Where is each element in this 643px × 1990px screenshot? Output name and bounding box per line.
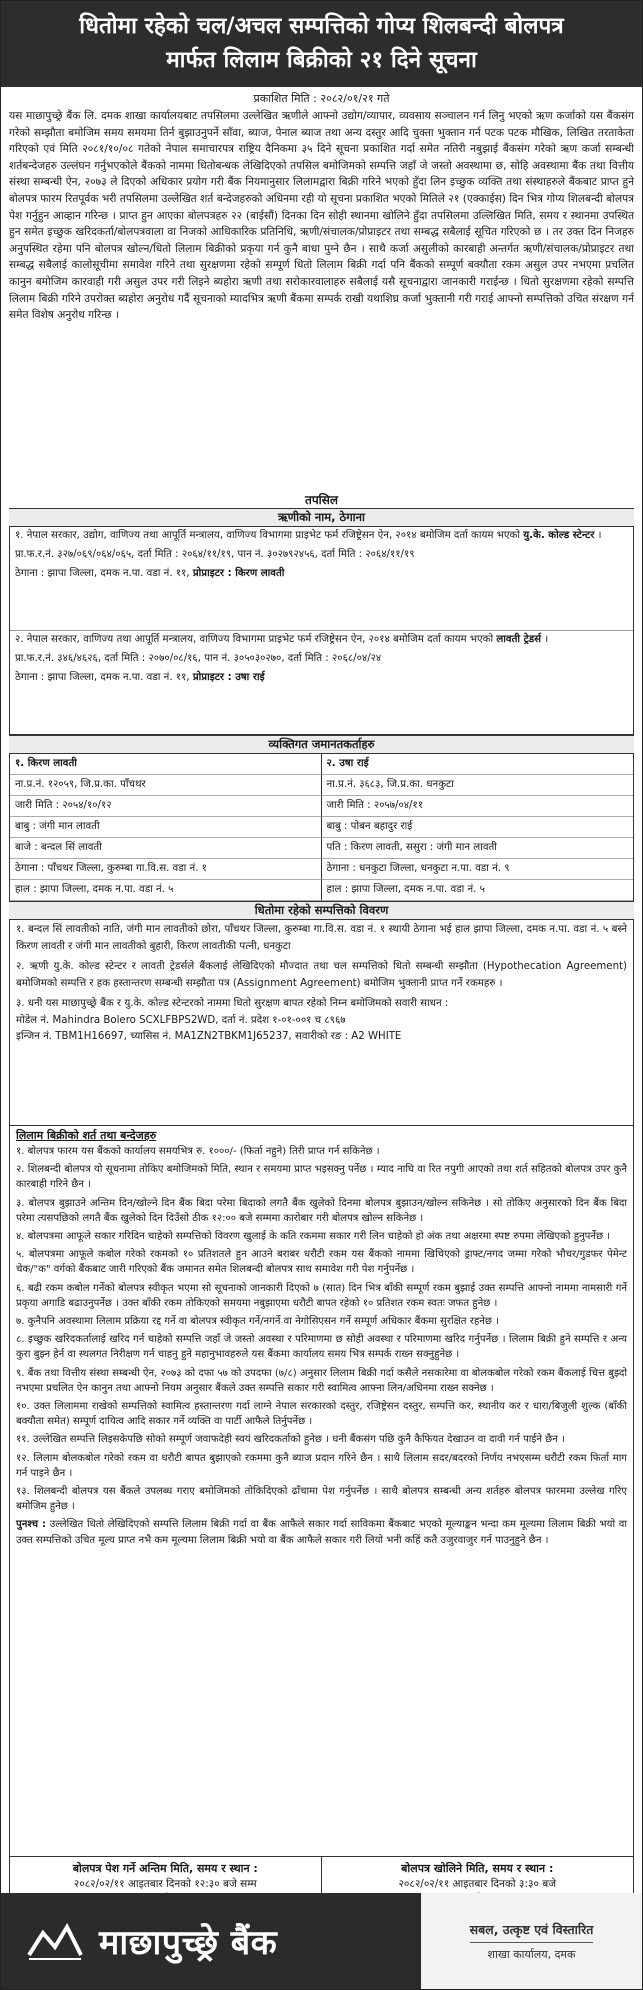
- collateral-box: [9, 920, 634, 1856]
- guarantor-grid: [10, 754, 633, 901]
- borrower-1-name: यु.के. कोल्ड स्टेन्टर: [523, 530, 595, 541]
- guarantor-left-line: बाजे : बन्दल सिं लावती: [10, 838, 322, 859]
- term-item: ८. इच्छुक खरिदकर्तालाई खरिद गर्न चाहेको सम्पत्ति जहाँ जे जस्तो अवस्था र परिमाणमा छ सोही अवस्था र परिमाणमा खरिद गर्नुपर्नेछ । लिलाम बिक्री हुने सम्पत्ति र अन्य कुरा बुझ्न हेर्न वा स्थलगत निरीक्षण गर्न चाहनु हुने महानुभावहरुले यस बैंकमा कार्यालय समय भित्र सम्पर्क राख्न सक्नुहुनेछ ।: [16, 1334, 627, 1361]
- collateral-item-2: २. ऋणी यु.के. कोल्ड स्टेन्टर र लावती ट्रेडर्सले बैंकलाई लेखिदिएको मौज्दात तथा चल सम्पत्तिको धितो सम्बन्धी सम्झौता (Hypothecation Agreement) बमोजिमको सम्पत्ति र हक हस्तान्तरण सम्बन्धी सम्झौता पत्र (Assignment Agreement) बमोजिम भुक्तानी प्राप्त गर्ने रकमहरु ।: [16, 961, 627, 989]
- borrower-2-details: प्रा.फ.र.नं. ३४६/४६२६, दर्ता मिति : २०७०/०८/१६, पान नं. ३०५०३०२७०, दर्ता मिति : २०६८/०४/२४: [15, 653, 382, 664]
- intro-paragraph: यस माछापुच्छ्रे बैंक लि. दमक शाखा कार्यालयबाट तपसिलमा उल्लेखित ऋणीले आफ्नो उद्योग/व्यापार, व्यवसाय सञ्चालन गर्न लिनु भएको ऋण कर्जाको यस बैंकसंग गरेको सम्झौता बमोजिम समय समयमा तिर्न बुझाउनुपर्ने साँवा, ब्याज, पेनाल ब्याज तथा अन्य दस्तुर आदि चुक्ता भुक्तान गर्न पटक पटक मौखिक, लिखित तरताकेता गरिएको एवं मिति २०८१/१०/०८ गतेको नेपाल समाचारपत्र राष्ट्रिय दैनिकमा ३५ दिने सूचना प्रकाशित गर्दा समेत नतिरी नबुझाई बैंकसंग गरेको ऋण कर्जा सम्बन्धी शर्तबन्देजहरु उल्लंघन गर्नुभएकोले बैंकको नाममा धितोबन्धक लेखिदिएको तपसिल बमोजिमको सम्पत्ति जहाँ जे जस्तो अवस्थामा छ, सोहि अवस्थामा बैंक तथा वित्तीय संस्था सम्बन्धी ऐन, २०७३ ले दिएको अधिकार प्रयोग गरी बैंक नियमानुसार लिलामद्वारा बिक्री गरिने भएको हुँदा लिन इच्छुक व्यक्ति तथा संस्थाहरुले बैंकबाट प्राप्त हुने बोलपत्र फारम रितपूर्वक भरी तपसिलमा उल्लेखित शर्त बन्देजहरुको अधिनमा रही यो सूचना प्रकाशित भएको मितिले २१ (एक्काईस) दिन भित्र गोप्य शिलबन्दी बोलपत्र पेश गर्नुहुन आव्हान गरिन्छ । प्राप्त हुन आएका बोलपत्रहरु २२ (बाईसौं) दिनका दिन सोही स्थानमा खोलिने हुँदा तपसिलमा उल्लिखित मिति, समय र स्थानमा उपस्थित हुन समेत इच्छुक खरिदकर्ता/बोलपत्रवाला वा निजको आधिकारिक प्रतिनिधि, ऋणी/संचालक/प्रोप्राइटर तथा सम्बद्ध सबैलाई सूचित गरिएको छ । तर उक्त दिन निजहरु अनुपस्थित रहेमा पनि बोलपत्र खोल्न/धितो लिलाम बिक्रीको प्रकृया गर्न कुनै बाधा पुग्ने छैन । साथै कर्जा असुलीको कारबाही अन्तर्गत ऋणी/संचालक/प्रोप्राइटर तथा सम्बद्ध सबैलाई कालोसूचीमा समावेश गरिने तथा सुरक्षणमा रहेको सम्पूर्ण धितो लिलाम बिक्री गर्दा पनि बैंकको सम्पूर्ण बक्यौता रकम असुल उपर नभएमा प्रचलित कानुन बमोजिम कारवाही गरी असुल उपर गरी लिइने ब्यहोरा ऋणी तथा सरोकारवालाहरु सबैलाई यसै सूचनाद्वारा जानकारी गराईन्छ । धितो सुरक्षणमा रहेको सम्पत्ति लिलाम बिक्री गरिने उपरोक्त ब्यहोरा अनुरोध गर्दै सूचनाको म्यादभित्र ऋणी बैंकमा सम्पर्क राखी यथाशिघ्र कर्जा भुक्तानी गरी गराई आफ्नो सम्पत्तिको उचित संरक्षण गर्न समेत विशेष अनुरोध गरिन्छ ।: [9, 110, 634, 322]
- term-item: ११. उल्लेखित सम्पत्ति लिइसकेपछि सोको सम्पूर्ण जवाफदेही स्वयं खरिदकर्ताको हुनेछ । धनी बैंकसंग पछि कुनै कैफियत देखाउन वा दावी गर्न पाईने छैन ।: [16, 1434, 565, 1446]
- vehicle-engine-chassis: इन्जिन नं. TBM1H16697, च्यासिस नं. MA1ZN2TBKM1J65237, सवारीको रङ : A2 WHITE: [16, 1031, 402, 1042]
- bank-tagline-block: [421, 1893, 642, 1989]
- guarantor-left-line: जारी मिति : २०५४/१०/१२: [10, 796, 322, 817]
- guarantor-box: [9, 754, 634, 901]
- collateral-item-3-intro: ३. धनी यस माछापुच्छ्रे बैंक र यु.के. कोल्ड स्टेन्टरको नाममा धितो सुरक्षण बापत रहेको निम्न बमोजिमको सवारी साधन :: [16, 998, 449, 1009]
- bank-tagline: सबल, उत्कृष्ट एवं विस्तारित: [470, 1921, 594, 1943]
- mountain-logo-icon: [27, 1921, 83, 1961]
- collateral-item-3: [16, 996, 627, 1046]
- borrower-1-registration: १. नेपाल सरकार, उद्योग, वाणिज्य तथा आपूर्ति मन्त्रालय, वाणिज्य विभागमा प्राइभेट फर्म रजिष्ट्रेसन ऐन, २०१४ बमोजिम दर्ता कायम भएको: [15, 530, 520, 541]
- guarantor-right-line: ना.प्र.नं. ३६८३, जि.प्र.का. धनकुटा: [322, 775, 634, 796]
- term-item: ५. बोलपत्रमा आफूले कबोल गरेको रकमको १० प्रतिशतले हुन आउने बराबर धरौटी रकम यस बैंकको नाममा खिचिएको ड्राफ्ट/नगद जम्मा गरेको भौचर/गुडफर पेमेन्ट चेक/"क" वर्गको बैंकबाट जारी गरिएको बैंक जमानत समेत शिलबन्दी बोलपत्र साथ समावेश गरी पेश गर्नुपर्नेछ ।: [16, 1249, 627, 1276]
- borrower-2-registration: २. नेपाल सरकार, वाणिज्य तथा आपूर्ति मन्त्रालय, वाणिज्य विभागमा प्राइभेट फर्म रजिष्ट्रेसन ऐन, २०१४ बमोजिम दर्ता कायम भएको: [15, 634, 494, 645]
- bank-branch-office: शाखा कार्यालय, दमक: [487, 1947, 576, 1961]
- borrower-1-address: ठेगाना : झापा जिल्ला, दमक न.पा. वडा नं. ११: [15, 568, 187, 579]
- term-item: १२. लिलाम बोलकबोल गरेको रकम वा धरौटी बापत बुझाएको रकममा कुनै ब्याज प्रदान गरिने छैन । साथै लिलाम सदर/बदरको निर्णय नभएसम्म धरौटी रकम फिर्ता माग गर्न पाइने छैन ।: [16, 1452, 627, 1479]
- borrower-1-details: प्रा.फ.र.नं. ३२७/०६९/०६४/०६५, दर्ता मिति : २०६४/११/१९, पान नं. ३०२७९२४५६, दर्ता मिति : २०६४/११/१९: [15, 549, 415, 560]
- guarantor-right-line: पति : किरण लावती, ससुरा : जंगी मान लावती: [322, 838, 634, 859]
- guarantor-left-line: ठेगाना : पाँचथर जिल्ला, कुरुम्बा गा.वि.स. वडा नं. १: [10, 859, 322, 880]
- term-item: १३. शिलबन्दी बोलपत्र यस बैंकले उपलब्ध गराए बमोजिमको तोकिदिएको ढाँचामा पेश गर्नुपर्नेछ । साथै बोलपत्र सम्बन्धी अन्य शर्तहरु बोलपत्र फारममा उल्लेख गरिए बमोजिम हुनेछ ।: [16, 1486, 627, 1513]
- postscript: [16, 1517, 627, 1547]
- published-date: प्रकाशित मिति : २०८२/०१/२१ गते: [253, 92, 390, 105]
- postscript-text: उल्लेखित धितो लेखिदिएको सम्पत्ति लिलाम बिक्री गर्दा वा बैंक आफैले सकार गर्दा साविकमा बैंकबाट भएको मूल्याङ्कन भन्दा कम मूल्यमा लिलाम बिक्री भयो वा उक्त सम्पत्तिको उचित मूल्य प्राप्त नभै कम मूल्यमा लिलाम बिक्री भयो वा बैंक आफैले सकार गरी लियो भनी कहिं कतै उजुरवाजुर गर्न पाउनुहुने छैन ।: [16, 1519, 627, 1546]
- notice-title-line2: मार्फत लिलाम बिक्रीको २१ दिने सूचना: [166, 47, 477, 73]
- collateral-heading: धितोमा रहेको सम्पत्तिको विवरण: [9, 901, 634, 920]
- borrower-2-name: लावती ट्रेडर्स: [496, 634, 542, 645]
- bid-opening-datetime: २०८२/०२/११ आइतबार दिनको ३:३० बजे: [398, 1878, 557, 1890]
- term-item: १. बोलपत्र फारम यस बैंकको कार्यालय समयभित्र रु. १०००/- (फिर्ता नहुने) तिरी प्राप्त गर्न सकिनेछ ।: [16, 1146, 380, 1157]
- terms-list: [10, 1144, 633, 1856]
- collateral-item-1: १. बन्दल सिं लावतीको नाति, जंगी मान लावतीको छोरा, पाँचथर जिल्ला, कुरुम्बा गा.वि.स. वडा नं. १ स्थायी ठेगाना भई हाल झापा जिल्ला, दमक न.पा. वडा नं. ५ बस्ने किरण लावती र जंगी मान लावतीको बुहारी, किरण लावतीकी पत्नी, धनकुटा: [16, 924, 627, 952]
- guarantor-right-line: जारी मिति : २०५७/०४/११: [322, 796, 634, 817]
- term-item: ३. बोलपत्र बुझाउने अन्तिम दिन/खोल्ने दिन बैंक बिदा परेमा बिदाको लगतै बैंक खुलेको दिनमा बोलपत्र बुझाउन/खोल्न सकिनेछ । सो तोकिए अनुसारको दिन बैंक बिदा परेमा त्यसपछिको लगतै बैंक खुलेको दिन दिउँसो ठीक १२:०० बजे सम्ममा कारोबार गरी बोलपत्र खोल्न सकिनेछ ।: [16, 1197, 627, 1224]
- bank-name: माछापुच्छ्रे बैंक: [99, 1923, 278, 1963]
- vehicle-model: मोडेल नं. Mahindra Bolero SCXLFBPS2WD, दर्ता नं. प्रदेश १-०१-००१ च ८९६७: [16, 1014, 346, 1026]
- borrower-2-address: ठेगाना : झापा जिल्ला, दमक न.पा. वडा नं. ११: [15, 672, 187, 683]
- guarantor-right-line: ठेगाना : धनकुटा जिल्ला, धनकुटा न.पा. वडा नं. ९: [322, 859, 634, 880]
- guarantor-heading: व्यक्तिगत जमानतकर्ताहरु: [9, 735, 634, 754]
- bid-submission-datetime: २०८२/०२/११ आइतबार दिनको १२:३० बजे सम्म: [73, 1878, 257, 1890]
- bank-brand-bar: [1, 1893, 642, 1989]
- borrower-2: २. नेपाल सरकार, वाणिज्य तथा आपूर्ति मन्त्रालय, वाणिज्य विभागमा प्राइभेट फर्म रजिष्ट्रेसन ऐन, २०१४ बमोजिम दर्ता कायम भएको लावती ट्रेडर्स । प्रा.फ.र.नं. ३४६/४६२६, दर्ता मिति : २०७०/०८/१६, पान नं. ३०५०३०२७०, दर्ता मिति : २०६८/०४/२४ ठेगाना : झापा जिल्ला, दमक न.पा. वडा नं. ११, प्रोप्राइटर : उषा राई: [10, 631, 633, 735]
- postscript-label: पुनश्च :: [16, 1519, 47, 1531]
- guarantor-left-line: ना.प्र.नं. १२०५९, जि.प्र.का. पाँचथर: [10, 775, 322, 796]
- guarantor-left-line: बाबु : जंगी मान लावती: [10, 817, 322, 838]
- borrower-heading: ऋणीको नाम, ठेगाना: [9, 508, 634, 527]
- guarantor-right-line: २. उषा राई: [322, 754, 634, 775]
- term-item: २. शिलबन्दी बोलपत्र यो सूचनामा तोकिए बमोजिमको मिति, स्थान र समयमा प्राप्त भइसक्नु पर्नेछ । म्याद नाघि वा रित नपुगी आएको तथा शर्त सहितको बोलपत्र उपर कुनै कारबाही गरिने छैन ।: [16, 1164, 627, 1191]
- term-item: ६. बढी रकम कबोल गर्नेको बोलपत्र स्वीकृत भएमा सो सूचनाको जानकारी दिएको ७ (सात) दिन भित्र बाँकी सम्पूर्ण रकम बुझाई उक्त सम्पत्ति आफ्नो नाममा नामसारी गर्ने प्रकृया अगाडि बढाउनुपर्नेछ । उक्त बाँकी रकम तोकिएको समयमा नबुझाएमा धरौटी बापत रहेको १० प्रतिशत रकम स्वतः जफत हुनेछ ।: [16, 1282, 627, 1309]
- tapsil-heading: तपसिल: [304, 493, 338, 507]
- borrower-2-proprietor: प्रोप्राइटर : उषा राई: [192, 672, 265, 683]
- term-item: ४. बोलपत्रमा आफूले सकार गरिदिन चाहेको सम्पत्तिको विवरण खुलाई के कति रकममा सकार गरी लिन चाहेको हो अंक तथा अक्षरमा स्पष्ट रुपमा लेखिएको हुनुपर्नेछ ।: [16, 1231, 611, 1243]
- borrower-1: १. नेपाल सरकार, उद्योग, वाणिज्य तथा आपूर्ति मन्त्रालय, वाणिज्य विभागमा प्राइभेट फर्म रजिष्ट्रेसन ऐन, २०१४ बमोजिम दर्ता कायम भएको यु.के. कोल्ड स्टेन्टर । प्रा.फ.र.नं. ३२७/०६९/०६४/०६५, दर्ता मिति : २०६४/११/१९, पान नं. ३०२७९२४५६, दर्ता मिति : २०६४/११/१९ ठेगाना : झापा जिल्ला, दमक न.पा. वडा नं. ११, प्रोप्राइटर : किरण लावती: [10, 527, 633, 631]
- borrower-box: [9, 527, 634, 735]
- term-item: १०. उक्त लिलाममा राखेको सम्पत्तिको स्वामित्व हस्तान्तरण गर्दा लाग्ने नेपाल सरकारको दस्तुर, रजिष्ट्रेसन दस्तुर, सम्पत्ति कर, स्थानीय कर र धारा/बिजुली शुल्क (बाँकी बक्यौता समेत) सम्पूर्ण दायित्व आदि सकार गर्ने व्यक्ति वा पार्टी आफैले तिर्नुपर्नेछ ।: [16, 1401, 627, 1428]
- guarantor-right-line: हाल : झापा जिल्ला, दमक न.पा. वडा नं. ५: [322, 880, 634, 901]
- guarantor-right-line: बाबु : पोबन बहादुर राई: [322, 817, 634, 838]
- bid-opening-label: बोलपत्र खोलिने मिति, समय र स्थान :: [401, 1862, 554, 1875]
- notice-title-line1: धितोमा रहेको चल/अचल सम्पत्तिको गोप्य शिलबन्दी बोलपत्र: [79, 13, 564, 39]
- bank-logo-block: [1, 1893, 421, 1989]
- borrower-1-proprietor: प्रोप्राइटर : किरण लावती: [192, 568, 285, 579]
- term-item: ९. बैंक तथा वित्तीय संस्था सम्बन्धी ऐन, २०७३ को दफा ५७ को उपदफा (७/८) अनुसार लिलाम बिक्री गर्दा कसैले नसकारेमा वा बोलकबोल गरेको रकम बैंकलाई चित्त बुझ्दो नभएमा प्रचलित ऐन कानुन तथा आफ्नो नियम अनुसार बैंकले उक्त सम्पत्ति सकार गरी स्वामित्व आफ्ना लिन/अधिनमा राख्न सक्नेछ ।: [16, 1367, 627, 1394]
- term-item: ७. कुनैपनि अवस्थामा लिलाम प्रक्रिया रद्द गर्ने वा बोलपत्र स्वीकृत गर्ने/नगर्ने वा नेगोसिएसन गर्ने सम्पूर्ण अधिकार बैंकमा सुरक्षित रहनेछ ।: [16, 1316, 499, 1328]
- notice-header: [1, 1, 642, 87]
- guarantor-left-line: हाल : झापा जिल्ला, दमक न.पा. वडा नं. ५: [10, 880, 322, 901]
- terms-heading: लिलाम बिक्रीको शर्त तथा बन्देजहरु: [16, 1129, 157, 1142]
- collateral-list: [10, 920, 633, 1126]
- guarantor-left-line: १. किरण लावती: [10, 754, 322, 775]
- bid-submission-label: बोलपत्र पेश गर्ने अन्तिम मिति, समय र स्थान :: [72, 1862, 258, 1875]
